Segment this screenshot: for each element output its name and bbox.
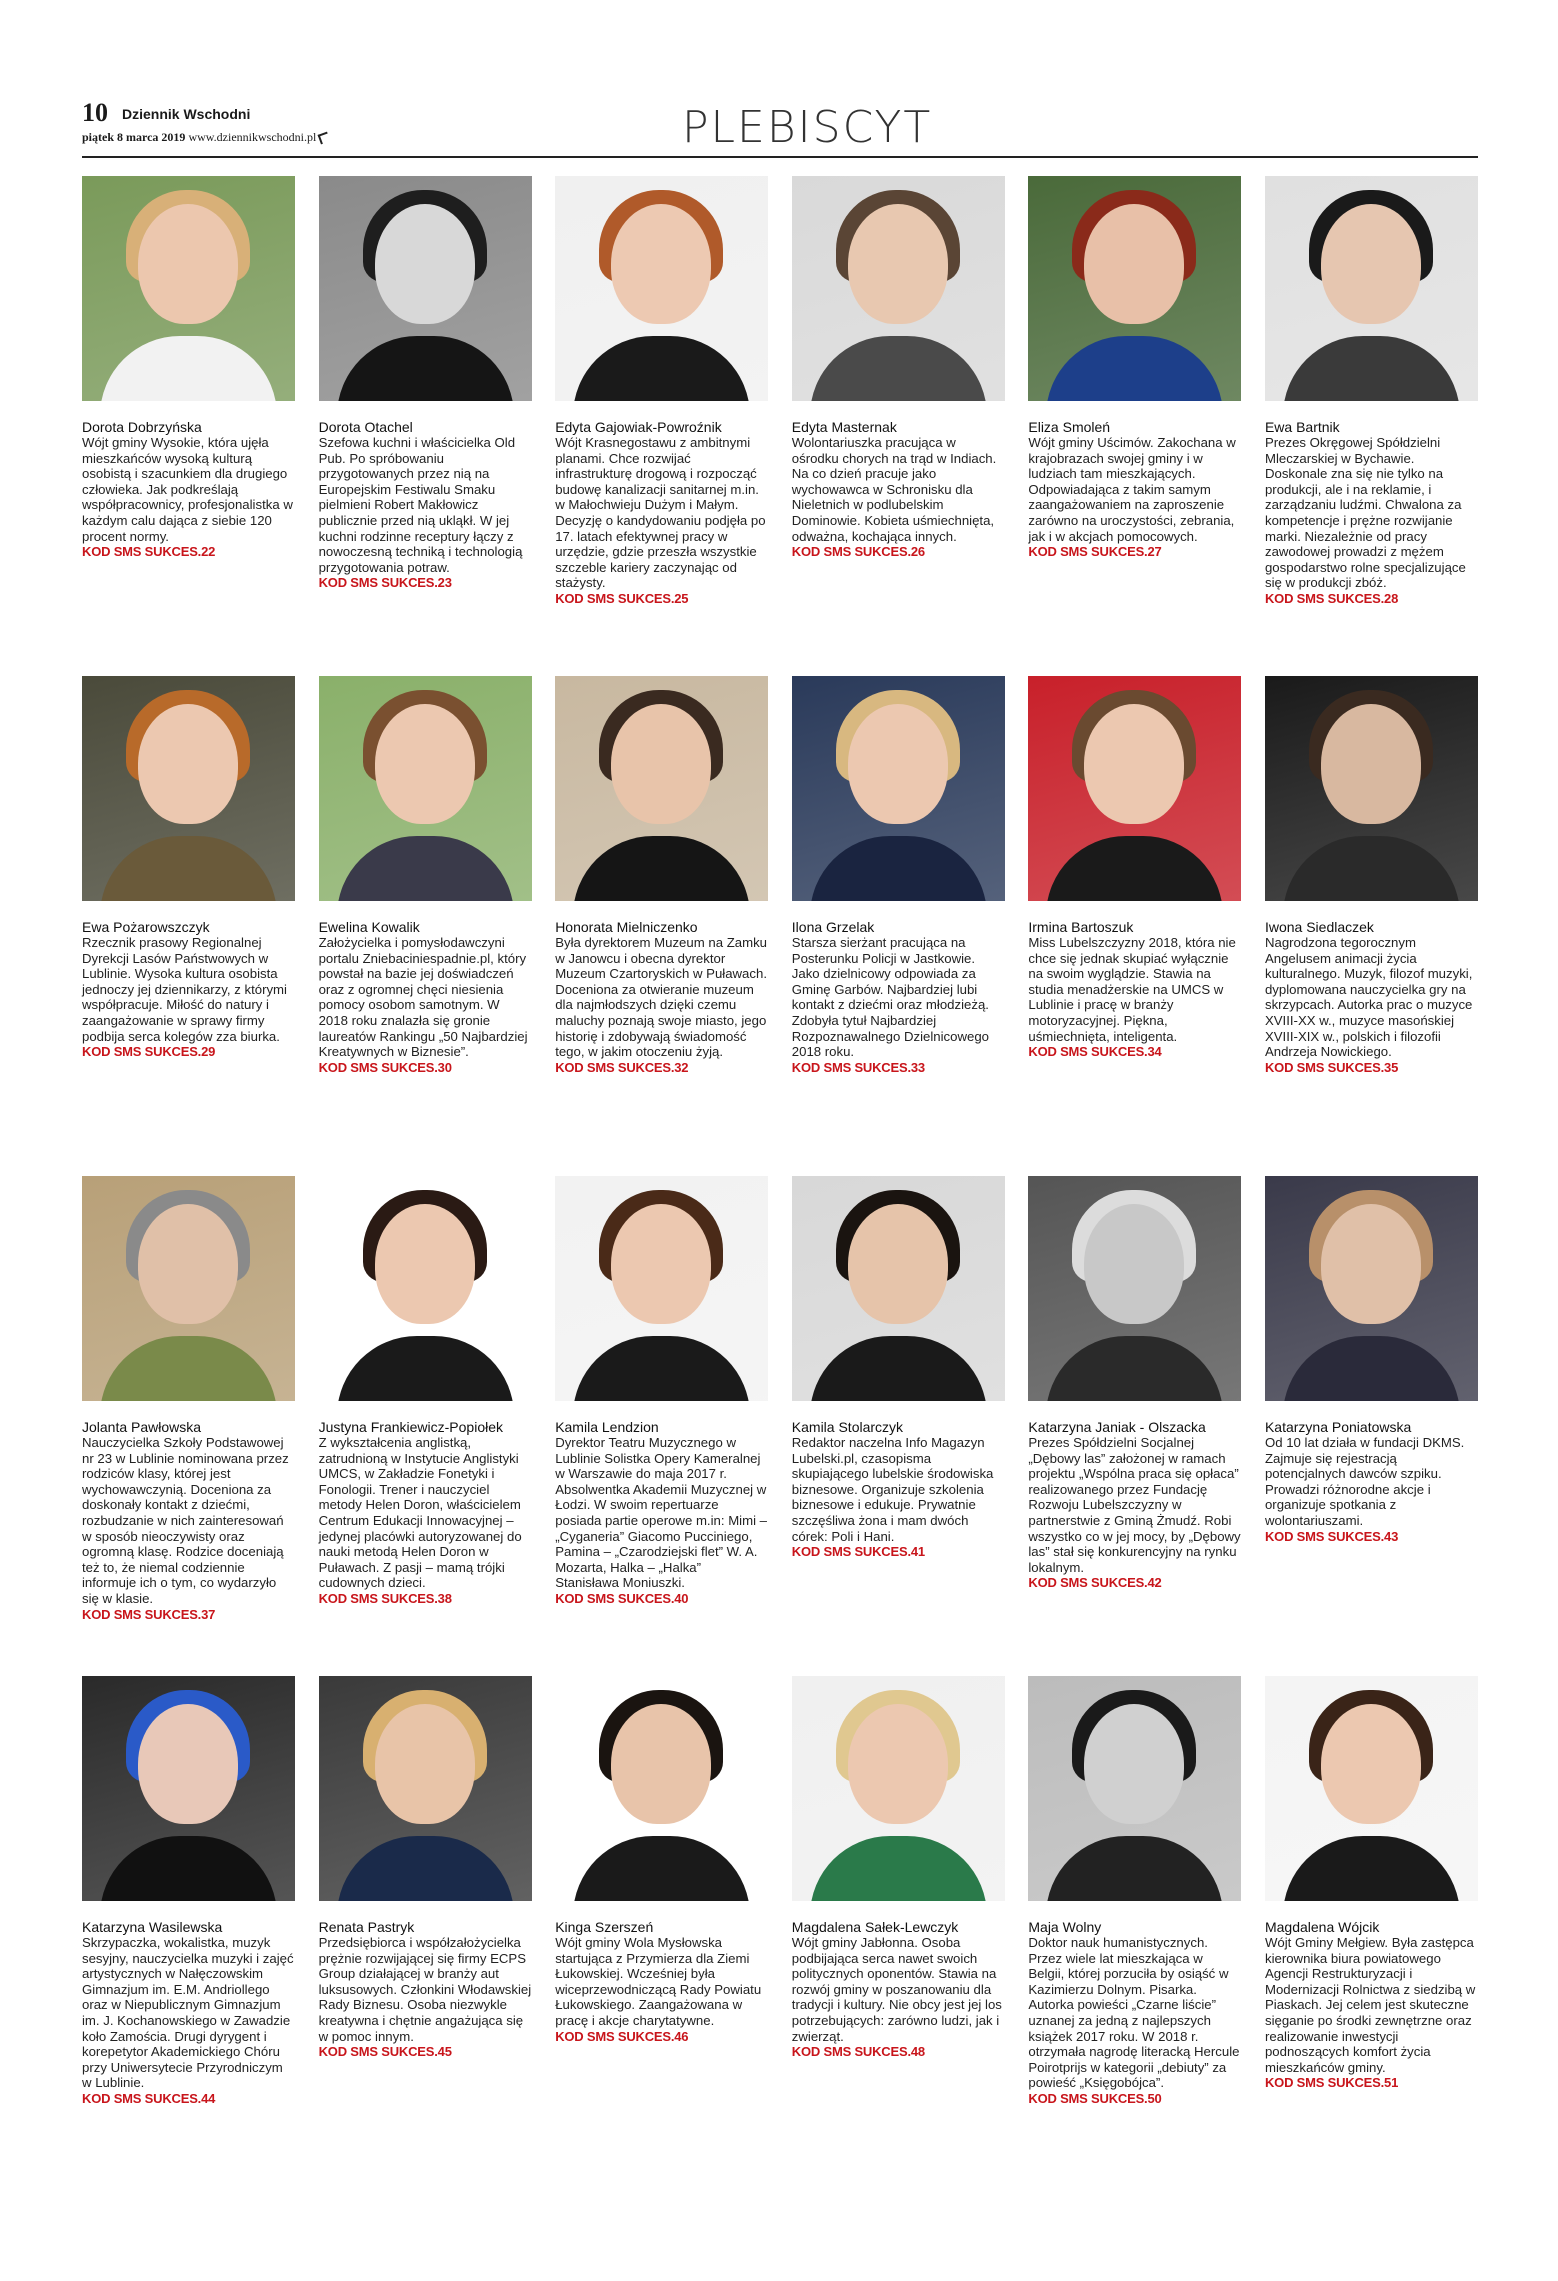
dateline [82, 130, 329, 145]
sms-code: KOD SMS SUKCES.27 [1028, 544, 1162, 560]
sms-code: KOD SMS SUKCES.25 [555, 590, 689, 606]
nominee-name: Jolanta Pawłowska [82, 1419, 202, 1435]
portrait-face [848, 204, 948, 324]
nominee-name: Magdalena Wójcik [1264, 1919, 1380, 1935]
portrait-body [573, 836, 750, 901]
nominee-card [555, 1176, 768, 1676]
nominee-photo [319, 1676, 532, 1901]
nominee-description: Dyrektor Teatru Muzycznego w Lublinie Solistka Opery Kameralnej w Warszawie do maja 2017 r. Absolwentka Akademii Muzycznej w Łodzi. W swoim repertuarze posiada partie operowe m.in: Mimi – „Cyganeria” Giacomo Pucciniego, Pamina – „Czarodziejski flet” W. A. Mozarta, Halka – „Halka” Stanisława Moniuszki. [555, 1435, 768, 1591]
nominee-description: Wójt Gminy Mełgiew. Była zastępca kierownika biura powiatowego Agencji Restrukturyzacji i Modernizacji Rolnictwa z siedzibą w Piaskach. Jej celem jest skuteczne sięganie po środki zewnętrzne oraz realizowanie inwestycji podnoszących komfort życia mieszkańców gminy. [1264, 1935, 1476, 2075]
sms-code: KOD SMS SUKCES.28 [1264, 590, 1399, 606]
nominee-description: Wójt gminy Uścimów. Zakochana w krajobrazach swojej gminy i w ludziach tam mieszkających. Odpowiadająca z takim samym zaangażowaniem na zaproszenie zarówno na uroczystości, zebrania, jak i w akcjach pomocowych. [1028, 435, 1236, 544]
nominee-description: Prezes Okręgowej Spółdzielni Mleczarskiej w Bychawie. Doskonale zna się nie tylko na produkcji, ale i na reklamie, i zarządzaniu ludźmi. Chwalona za kompetencje i prężne rozwijanie marki. Niezależnie od pracy zawodowej prowadzi z mężem gospodarstwo rolne specjalizujące się w produkcji zbóż. [1264, 435, 1466, 591]
nominee-description: Doktor nauk humanistycznych. Przez wiele lat mieszkająca w Belgii, której porzuciła by osiąść w Kazimierzu Dolnym. Pisarka. Autorka powieści „Czarne liście” uznanej za jedną z najlepszych książek 2017 roku. W 2018 r. otrzymała nagrodę literacką Hercule Poirotprijs w kategorii „debiuty” za powieść „Księgobójca”. [1028, 1935, 1240, 2091]
portrait-body [810, 1836, 987, 1901]
nominee-photo [82, 176, 295, 401]
sms-code: KOD SMS SUKCES.45 [318, 2044, 452, 2060]
nominee-photo [82, 676, 295, 901]
nominee-description: Rzecznik prasowy Regionalnej Dyrekcji Lasów Państwowych w Lublinie. Wysoka kultura osobista jednoczy jej dziennikarzy, z którymi współpracuje. Miłość do natury i zaangażowanie w sprawy firmy podbija serca kolegów zza biurka. [82, 935, 287, 1044]
portrait-body [1283, 836, 1460, 901]
portrait-face [611, 704, 711, 824]
nominee-name: Kinga Szerszeń [555, 1919, 654, 1935]
nominee-grid [82, 176, 1478, 2176]
nominee-photo [319, 1176, 532, 1401]
sms-code: KOD SMS SUKCES.43 [1264, 1528, 1399, 1544]
nominee-photo [1028, 676, 1241, 901]
nominee-description: Przedsiębiorca i współzałożycielka prężnie rozwijającej się firmy ECPS Group działającej w branży aut luksusowych. Członkini Włodawskiej Rady Biznesu. Osoba niezwykle kreatywna i chętnie angażująca się w pomoc innym. [318, 1935, 532, 2044]
portrait-face [1321, 1204, 1421, 1324]
portrait-body [573, 336, 750, 401]
nominee-name: Eliza Smoleń [1028, 419, 1111, 435]
section-title: PLEBISCYT [682, 102, 933, 153]
nominee-photo [319, 176, 532, 401]
portrait-face [375, 1204, 475, 1324]
nominee-name: Ilona Grzelak [791, 919, 875, 935]
portrait-face [1084, 704, 1184, 824]
nominee-card [792, 1676, 1005, 2176]
nominee-photo [792, 1176, 1005, 1401]
portrait-face [848, 704, 948, 824]
nominee-photo [1265, 1676, 1478, 1901]
sms-code: KOD SMS SUKCES.26 [791, 544, 925, 560]
nominee-card [1265, 176, 1478, 676]
nominee-description: Wolontariuszka pracująca w ośrodku chorych na trąd w Indiach. Na co dzień pracuje jako wychowawca w Schronisku dla Nieletnich w podlubelskim Dominowie. Kobieta uśmiechnięta, odważna, kochająca innych. [791, 435, 997, 544]
nominee-photo [555, 1176, 768, 1401]
nominee-name: Iwona Siedlaczek [1264, 919, 1374, 935]
sms-code: KOD SMS SUKCES.44 [82, 2090, 216, 2106]
portrait-body [337, 1836, 514, 1901]
portrait-body [1046, 1836, 1223, 1901]
portrait-face [1084, 1704, 1184, 1824]
nominee-card [319, 676, 532, 1176]
portrait-face [848, 1704, 948, 1824]
sms-code: KOD SMS SUKCES.33 [791, 1059, 925, 1075]
portrait-body [810, 336, 987, 401]
nominee-description: Nagrodzona tegorocznym Angelusem animacji życia kulturalnego. Muzyk, filozof muzyki, dyplomowana nauczycielka gry na skrzypcach. Autorka prac o muzyce XVIII-XX w., muzyce masońskiej XVIII-XIX w., polskich i filozofii Andrzeja Nowickiego. [1264, 935, 1473, 1060]
portrait-body [573, 1836, 750, 1901]
nominee-description: Skrzypaczka, wokalistka, muzyk sesyjny, nauczycielka muzyki i zajęć artystycznych w Nałęczowskim Gimnazjum im. E.M. Andriollego oraz w Niepublicznym Gimnazjum im. J. Kochanowskiego w Zawadzie koło Zamościa. Drugi dyrygent i korepetytor Akademickiego Chóru przy Uniwersytecie Przyrodniczym w Lublinie. [82, 1935, 294, 2091]
nominee-card [1265, 676, 1478, 1176]
nominee-photo [792, 176, 1005, 401]
nominee-description: Wójt gminy Wysokie, która ujęła mieszkańców wysoką kulturą osobistą i szacunkiem dla drugiego człowieka. Jak podkreślają współpracownicy, profesjonalistka w każdym calu dająca z siebie 120 procent normy. [82, 435, 293, 544]
nominee-card [319, 1176, 532, 1676]
portrait-face [848, 1204, 948, 1324]
nominee-card [82, 1676, 295, 2176]
nominee-name: Dorota Otachel [318, 419, 413, 435]
nominee-description: Miss Lubelszczyzny 2018, która nie chce się jednak skupiać wyłącznie na swoim wyglądzie. Stawia na studia menadżerskie na UMCS w Lublinie i pracę w branży motoryzacyjnej. Piękna, uśmiechnięta, inteligenta. [1028, 935, 1236, 1044]
nominee-card [1265, 1676, 1478, 2176]
sms-code: KOD SMS SUKCES.32 [555, 1059, 689, 1075]
portrait-body [100, 1836, 277, 1901]
nominee-description: Starsza sierżant pracująca na Posterunku Policji w Jastkowie. Jako dzielnicowy odpowiada za Gminę Garbów. Najbardziej lubi kontakt z dziećmi oraz młodzieżą. Zdobyła tytuł Najbardziej Rozpoznawalnego Dzielnicowego 2018 roku. [791, 935, 989, 1060]
portrait-face [611, 204, 711, 324]
portrait-face [375, 704, 475, 824]
nominee-photo [555, 176, 768, 401]
sms-code: KOD SMS SUKCES.42 [1028, 1575, 1162, 1591]
cursor-icon [318, 132, 331, 145]
nominee-photo [82, 1176, 295, 1401]
sms-code: KOD SMS SUKCES.34 [1028, 1044, 1162, 1060]
portrait-face [611, 1204, 711, 1324]
sms-code: KOD SMS SUKCES.41 [791, 1544, 925, 1560]
portrait-body [1046, 836, 1223, 901]
portrait-body [1046, 336, 1223, 401]
sms-code: KOD SMS SUKCES.46 [555, 2028, 689, 2044]
nominee-card [319, 176, 532, 676]
nominee-description: Wójt Krasnegostawu z ambitnymi planami. Chce rozwijać infrastrukturę drogową i rozpocząć budowę kanalizacji sanitarnej m.in. w Małochwieju Dużym i Małym. Decyzję o kandydowaniu podjęła po 17. latach efektywnej pracy w urzędzie, gdzie przeszła wszystkie szczeble kariery zaczynając od stażysty. [555, 435, 766, 591]
nominee-name: Katarzyna Wasilewska [82, 1919, 223, 1935]
nominee-card [1028, 1176, 1241, 1676]
nominee-name: Edyta Gajowiak-Powroźnik [555, 419, 722, 435]
nominee-description: Od 10 lat działa w fundacji DKMS. Zajmuje się rejestracją potencjalnych dawców szpiku. Prowadzi różnorodne akcje i organizuje spotkania z wolontariuszami. [1264, 1435, 1465, 1528]
sms-code: KOD SMS SUKCES.29 [82, 1044, 216, 1060]
nominee-card [319, 1676, 532, 2176]
nominee-card [792, 176, 1005, 676]
sms-code: KOD SMS SUKCES.40 [555, 1590, 689, 1606]
nominee-name: Katarzyna Poniatowska [1264, 1419, 1412, 1435]
nominee-photo [792, 1676, 1005, 1901]
portrait-face [1084, 1204, 1184, 1324]
nominee-name: Honorata Mielniczenko [555, 919, 698, 935]
portrait-face [138, 1704, 238, 1824]
nominee-description: Założycielka i pomysłodawczyni portalu Zniebaciniespadnie.pl, który powstał na bazie jej doświadczeń oraz z ogromnej chęci niesienia pomocy osobom samotnym. W 2018 roku znalazła się gronie laureatów Rankingu „50 Najbardziej Kreatywnych w Biznesie”. [318, 935, 528, 1060]
sms-code: KOD SMS SUKCES.48 [791, 2044, 925, 2060]
nominee-photo [1028, 1176, 1241, 1401]
nominee-card [555, 1676, 768, 2176]
nominee-card [1028, 676, 1241, 1176]
nominee-description: Wójt gminy Jabłonna. Osoba podbijająca serca nawet swoich politycznych oponentów. Stawia na rozwój gminy w poszanowaniu dla tradycji i kultury. Nie obcy jest jej los potrzebujących: zarówno ludzi, jak i zwierząt. [791, 1935, 1002, 2044]
portrait-body [810, 836, 987, 901]
nominee-photo [82, 1676, 295, 1901]
nominee-photo [1028, 1676, 1241, 1901]
portrait-face [375, 1704, 475, 1824]
sms-code: KOD SMS SUKCES.51 [1264, 2075, 1399, 2091]
nominee-name: Justyna Frankiewicz-Popiołek [318, 1419, 503, 1435]
portrait-face [138, 1204, 238, 1324]
nominee-card [555, 176, 768, 676]
nominee-name: Dorota Dobrzyńska [82, 419, 202, 435]
portrait-body [337, 836, 514, 901]
nominee-card [82, 1176, 295, 1676]
portrait-face [1084, 204, 1184, 324]
portrait-face [1321, 704, 1421, 824]
nominee-photo [555, 1676, 768, 1901]
portrait-face [1321, 204, 1421, 324]
nominee-card [555, 676, 768, 1176]
nominee-name: Magdalena Sałek-Lewczyk [791, 1919, 959, 1935]
nominee-description: Z wykształcenia anglistką, zatrudnioną w Instytucie Anglistyki UMCS, w Zakładzie Fonetyki i Fonologii. Trener i nauczyciel metody Helen Doron, właścicielem Centrum Edukacji Innowacyjnej – jedynej placówki autoryzowanej do nauki metodą Helen Doron w Puławach. Z pasji – mamą trójki cudownych dzieci. [318, 1435, 522, 1591]
nominee-name: Ewelina Kowalik [318, 919, 420, 935]
nominee-card [792, 1176, 1005, 1676]
nominee-name: Maja Wolny [1028, 1919, 1102, 1935]
nominee-name: Kamila Stolarczyk [791, 1419, 904, 1435]
sms-code: KOD SMS SUKCES.37 [82, 1606, 216, 1622]
nominee-card [1265, 1176, 1478, 1676]
nominee-photo [1265, 176, 1478, 401]
page-number: 10 [82, 98, 108, 127]
sms-code: KOD SMS SUKCES.35 [1264, 1059, 1399, 1075]
header-rule [82, 156, 1478, 158]
nominee-name: Ewa Pożarowszczyk [82, 919, 210, 935]
portrait-body [100, 336, 277, 401]
nominee-photo [792, 676, 1005, 901]
nominee-description: Była dyrektorem Muzeum na Zamku w Janowcu i obecna dyrektor Muzeum Czartoryskich w Puławach. Doceniona za otwieranie muzeum dla najmłodszych dzięki czemu maluchy poznają swoje miasto, jego historię i zdobywają świadomość tego, w jakim otoczeniu żyją. [555, 935, 767, 1060]
portrait-body [1283, 1836, 1460, 1901]
nominee-card [82, 676, 295, 1176]
portrait-face [138, 204, 238, 324]
nominee-photo [1265, 1176, 1478, 1401]
portrait-body [810, 1336, 987, 1401]
website-link[interactable]: www.dziennikwschodni.pl [188, 130, 317, 144]
portrait-face [611, 1704, 711, 1824]
nominee-description: Redaktor naczelna Info Magazyn Lubelski.pl, czasopisma skupiającego lubelskie środowiska biznesowe. Organizuje szkolenia biznesowe i edukuje. Prywatnie szczęśliwa żona i mam dwóch córek: Poli i Hani. [791, 1435, 994, 1544]
page-header [82, 100, 1478, 158]
portrait-body [337, 1336, 514, 1401]
nominee-description: Nauczycielka Szkoły Podstawowej nr 23 w Lublinie nominowana przez rodziców klasy, której jest wychowawczynią. Doceniona za doskonały kontakt z dziećmi, rozbudzanie w nich zainteresowań w sposób nieoczywisty oraz ogromną klasę. Rodzice doceniają też to, że niemal codziennie informuje ich o tym, co wydarzyło się w klasie. [82, 1435, 289, 1606]
nominee-name: Ewa Bartnik [1264, 419, 1340, 435]
nominee-card [82, 176, 295, 676]
nominee-card [792, 676, 1005, 1176]
portrait-body [100, 836, 277, 901]
nominee-name: Katarzyna Janiak - Olszacka [1028, 1419, 1206, 1435]
paper-name: Dziennik Wschodni [122, 106, 251, 122]
nominee-photo [319, 676, 532, 901]
nominee-photo [555, 676, 768, 901]
issue-date: piątek 8 marca 2019 [82, 130, 186, 144]
nominee-description: Prezes Spółdzielni Socjalnej „Dębowy las” założonej w ramach projektu „Wspólna praca się opłaca” realizowanego przez Fundację Rozwoju Lubelszczyzny w partnerstwie z Gminą Żmudź. Robi wszystko co w jej mocy, by „Dębowy las” stał się konkurencyjny na rynku lokalnym. [1028, 1435, 1241, 1575]
portrait-body [100, 1336, 277, 1401]
sms-code: KOD SMS SUKCES.38 [318, 1590, 452, 1606]
portrait-body [337, 336, 514, 401]
portrait-body [573, 1336, 750, 1401]
nominee-name: Kamila Lendzion [555, 1419, 659, 1435]
nominee-description: Szefowa kuchni i właścicielka Old Pub. Po spróbowaniu przygotowanych przez nią na Europejskim Festiwalu Smaku pielmieni Robert Makłowicz publicznie przed nią ukląkł. W jej kuchni rodzinne receptury łączy z nowoczesną techniką i technologią przygotowania potraw. [318, 435, 523, 575]
portrait-body [1283, 336, 1460, 401]
nominee-name: Edyta Masternak [791, 419, 897, 435]
nominee-card [1028, 176, 1241, 676]
sms-code: KOD SMS SUKCES.30 [318, 1059, 452, 1075]
nominee-name: Irmina Bartoszuk [1028, 919, 1134, 935]
portrait-face [375, 204, 475, 324]
nominee-card [1028, 1676, 1241, 2176]
portrait-face [1321, 1704, 1421, 1824]
nominee-photo [1265, 676, 1478, 901]
nominee-name: Renata Pastryk [318, 1919, 415, 1935]
nominee-photo [1028, 176, 1241, 401]
sms-code: KOD SMS SUKCES.50 [1028, 2090, 1162, 2106]
sms-code: KOD SMS SUKCES.23 [318, 575, 452, 591]
portrait-face [138, 704, 238, 824]
portrait-body [1046, 1336, 1223, 1401]
nominee-description: Wójt gminy Wola Mysłowska startująca z Przymierza dla Ziemi Łukowskiej. Wcześniej była wiceprzewodniczącą Rady Powiatu Łukowskiego. Zaangażowana w pracę i akcje charytatywne. [555, 1935, 762, 2028]
sms-code: KOD SMS SUKCES.22 [82, 544, 216, 560]
portrait-body [1283, 1336, 1460, 1401]
